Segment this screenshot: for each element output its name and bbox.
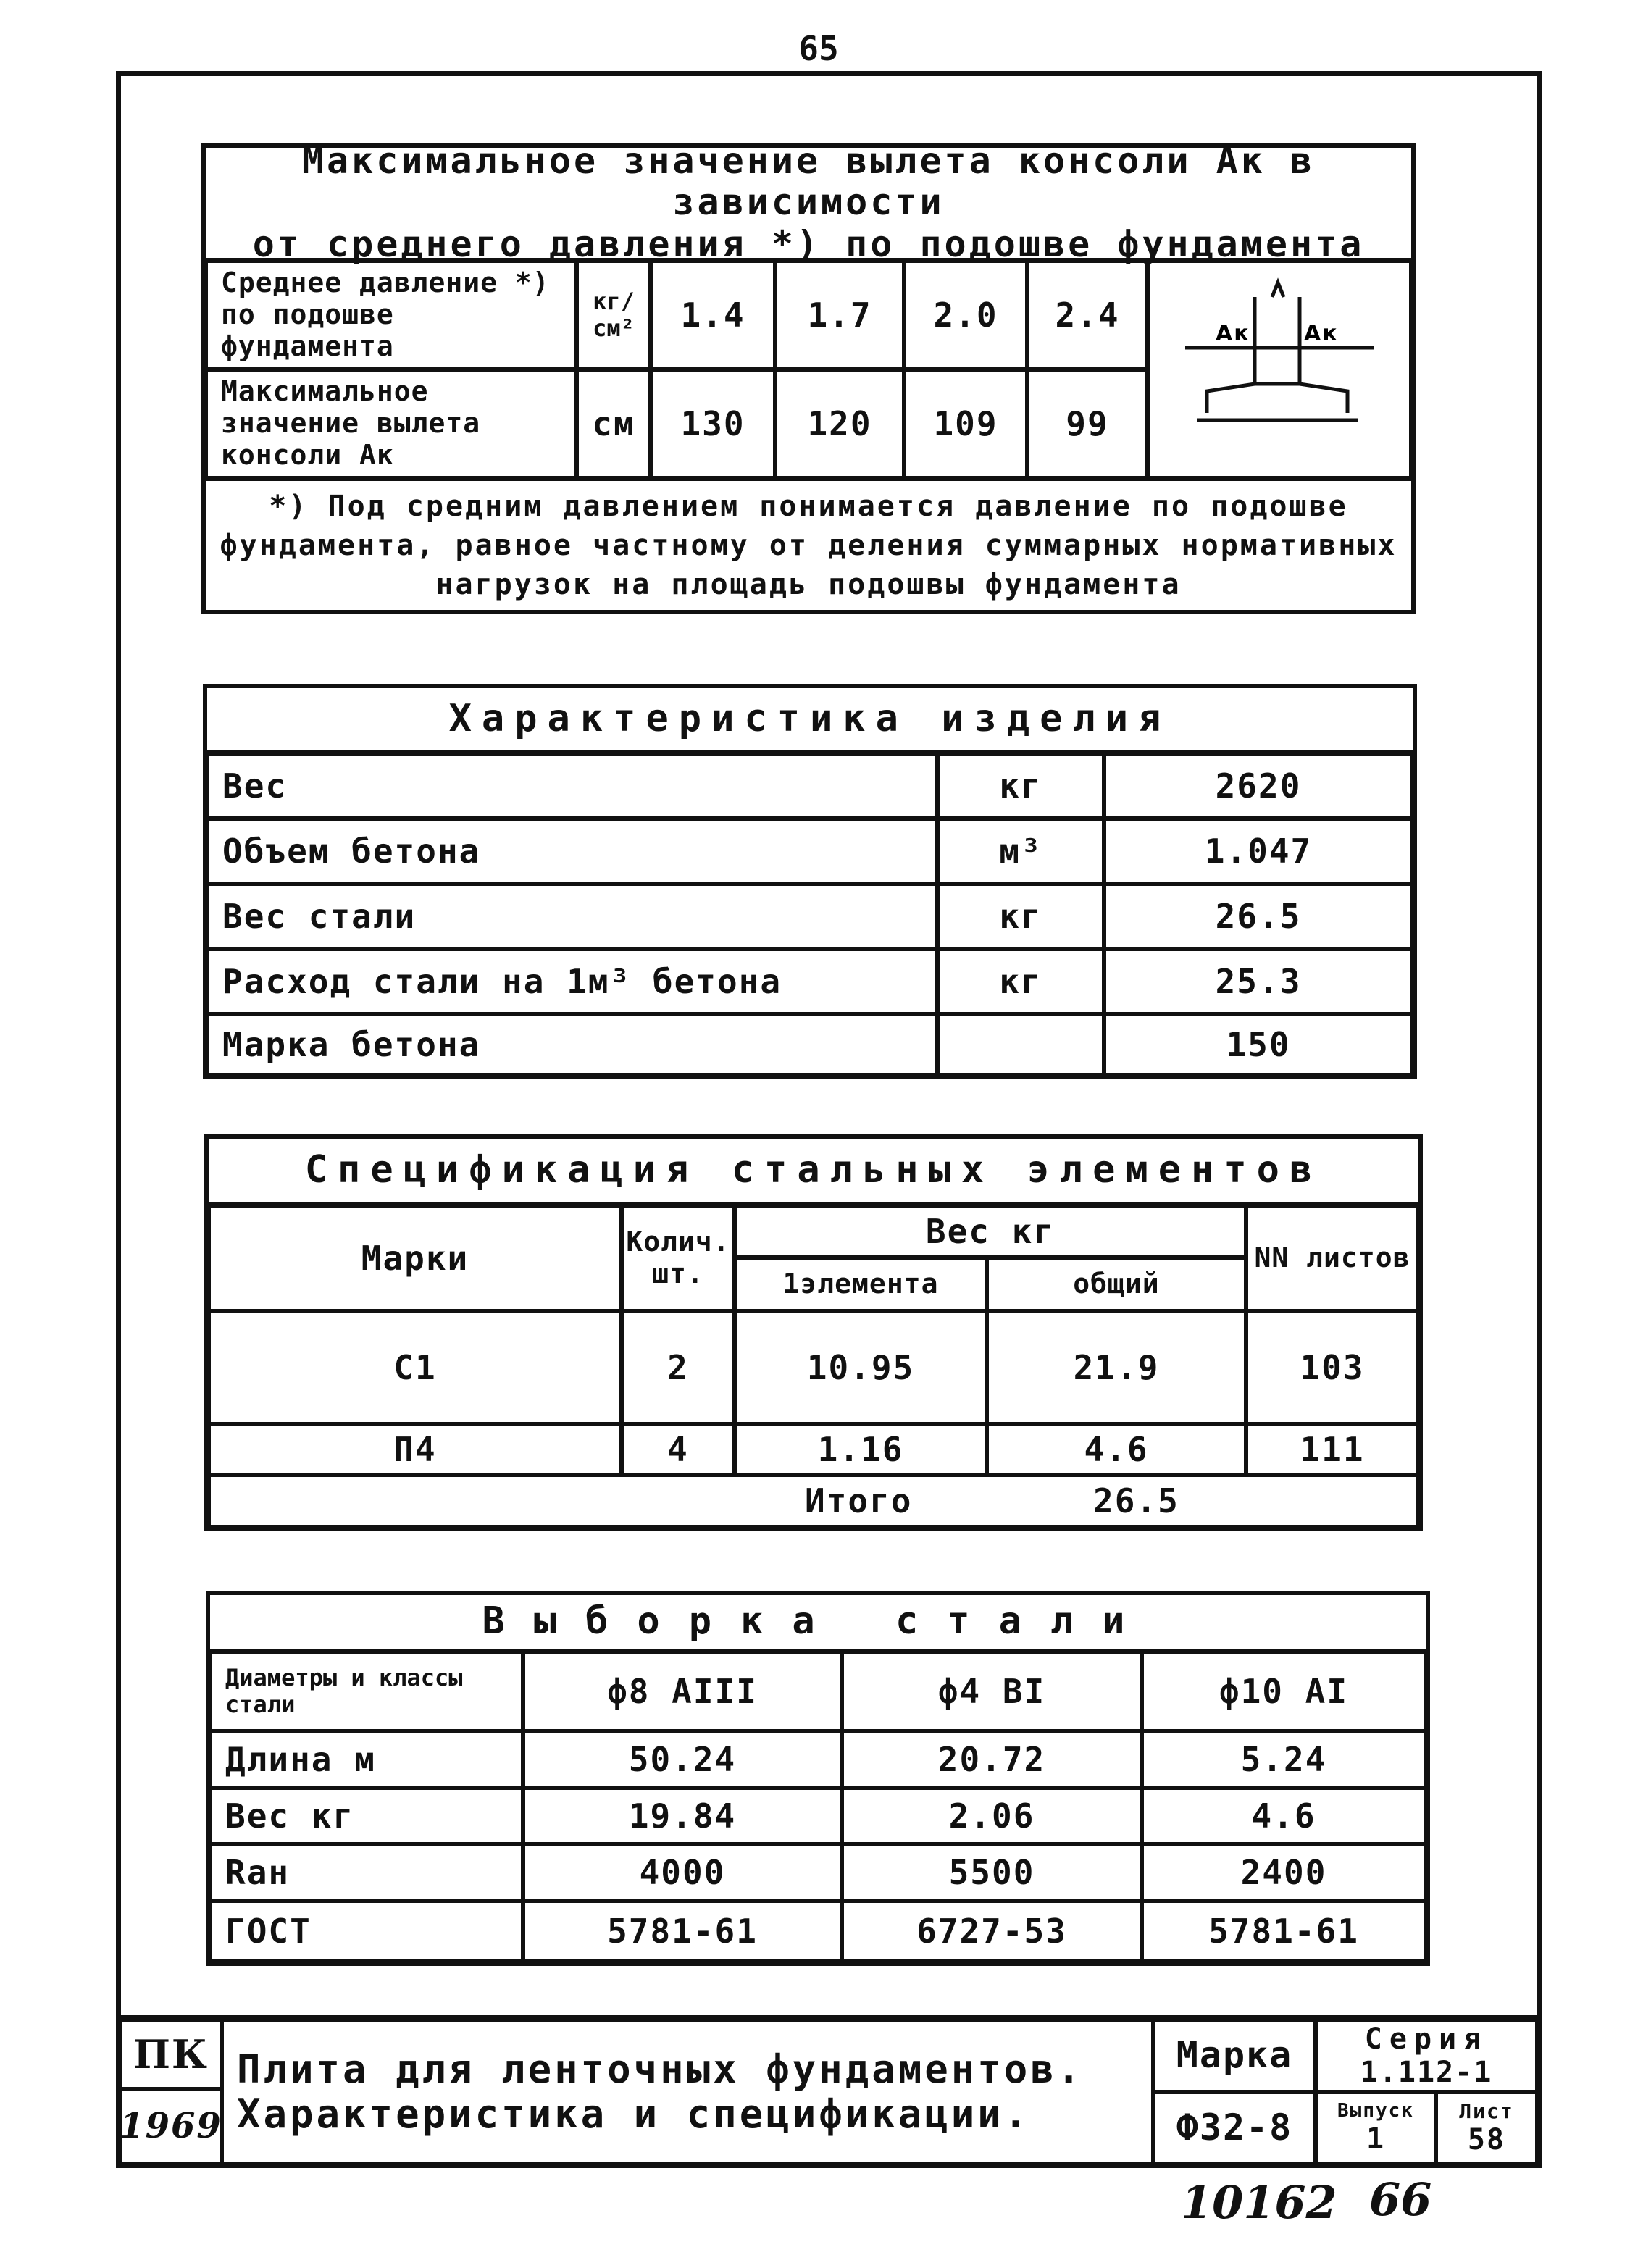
console-length-label: Максимальное значение вылета консоли Ак — [206, 369, 577, 478]
console-table-title-line2: от среднего давления *) по подошве фундамента — [252, 222, 1365, 265]
stamp-year: 1969 — [120, 2089, 222, 2164]
pressure-unit: кг/см² — [577, 261, 651, 369]
selection-label-ra: Raн — [210, 1844, 523, 1901]
spec-header-qty — [622, 1205, 735, 1311]
spec-header-sheets: NN листов — [1246, 1205, 1418, 1311]
spec-header-weight: Вес кг — [735, 1205, 1246, 1258]
spec-one-c1: 10.95 — [735, 1311, 987, 1424]
stamp-mark-label: Марка — [1153, 2020, 1316, 2092]
spec-total-c1: 21.9 — [987, 1311, 1246, 1424]
pressure-value-2: 1.7 — [775, 261, 904, 369]
char-name-concrete-grade: Марка бетона — [207, 1014, 937, 1075]
selection-weight-2: 2.06 — [842, 1788, 1142, 1844]
pressure-value-4: 2.4 — [1027, 261, 1148, 369]
spec-qty-c1: 2 — [622, 1311, 735, 1424]
stamp-sheet — [1436, 2092, 1537, 2164]
selection-ra-3: 2400 — [1142, 1844, 1426, 1901]
spec-mark-p4: П4 — [209, 1424, 622, 1475]
stamp-series-value: 1.112-1 — [1360, 2056, 1493, 2089]
console-length-value-2: 120 — [775, 369, 904, 478]
stamp-issue-value: 1 — [1366, 2122, 1386, 2156]
stamp-sheet-value: 58 — [1467, 2123, 1506, 2157]
char-unit-concrete-grade — [937, 1014, 1104, 1075]
char-unit-concrete-volume: м³ — [937, 819, 1104, 884]
char-name-steel-weight: Вес стали — [207, 884, 937, 949]
spec-mark-c1: С1 — [209, 1311, 622, 1424]
spec-sheet-p4: 111 — [1246, 1424, 1418, 1475]
char-unit-weight: кг — [937, 753, 1104, 819]
spec-total-value: 26.5 — [1093, 1481, 1179, 1520]
stamp-series — [1316, 2020, 1537, 2092]
stamp-title-line1: Плита для ленточных фундаментов. — [237, 2046, 1084, 2092]
spec-header-qty-unit: шт. — [652, 1258, 704, 1289]
pressure-footnote: *) Под средним давлением понимается давление по подошве фундамента, равное частному от деления суммарных нормативных нагрузок на площадь подошвы фундамента — [206, 478, 1411, 610]
selection-gost-1: 5781-61 — [523, 1901, 842, 1962]
spec-header-qty-label: Колич. — [626, 1226, 730, 1258]
pressure-value-3: 2.0 — [904, 261, 1027, 369]
stamp-issue — [1316, 2092, 1436, 2164]
char-name-steel-consumption: Расход стали на 1м³ бетона — [207, 949, 937, 1014]
char-name-concrete-volume: Объем бетона — [207, 819, 937, 884]
selection-gost-2: 6727-53 — [842, 1901, 1142, 1962]
stamp-mark-value: Ф32-8 — [1153, 2092, 1316, 2164]
console-table-title — [206, 139, 1411, 265]
char-value-steel-consumption: 25.3 — [1104, 949, 1413, 1014]
spec-header-total: общий — [987, 1258, 1246, 1311]
selection-ra-1: 4000 — [523, 1844, 842, 1901]
product-characteristics-title: Характеристика изделия — [207, 688, 1413, 753]
selection-length-2: 20.72 — [842, 1731, 1142, 1788]
selection-weight-1: 19.84 — [523, 1788, 842, 1844]
char-name-weight: Вес — [207, 753, 937, 819]
console-sketch-label-left: Ак — [1216, 321, 1250, 346]
char-value-steel-weight: 26.5 — [1104, 884, 1413, 949]
stamp-title-line2: Характеристика и спецификации. — [237, 2091, 1031, 2137]
console-table-title-line1: Максимальное значение вылета консоли Ак в зависимости — [301, 139, 1316, 224]
selection-label-weight: Вес кг — [210, 1788, 523, 1844]
stamp-sheet-label: Лист — [1459, 2098, 1514, 2123]
char-value-concrete-grade: 150 — [1104, 1014, 1413, 1075]
stamp-title — [222, 2020, 1153, 2164]
pressure-label: Среднее давление *) по подошве фундамента — [206, 261, 577, 369]
foundation-sketch — [1148, 261, 1411, 478]
console-length-value-4: 99 — [1027, 369, 1148, 478]
spec-qty-p4: 4 — [622, 1424, 735, 1475]
stamp-issue-label: Выпуск — [1337, 2100, 1414, 2122]
selection-label-length: Длина м — [210, 1731, 523, 1788]
selection-length-1: 50.24 — [523, 1731, 842, 1788]
selection-label-gost: ГОСТ — [210, 1901, 523, 1962]
pressure-value-1: 1.4 — [651, 261, 775, 369]
stamp-org: ПК — [120, 2020, 222, 2089]
char-unit-steel-consumption: кг — [937, 949, 1104, 1014]
selection-length-3: 5.24 — [1142, 1731, 1426, 1788]
char-value-weight: 2620 — [1104, 753, 1413, 819]
selection-col-1: ф8 АIII — [523, 1652, 842, 1731]
steel-elements-spec-title: Спецификация стальных элементов — [209, 1139, 1418, 1205]
spec-header-one-element: 1элемента — [735, 1258, 987, 1311]
console-sketch-label-right: Ак — [1304, 321, 1339, 346]
selection-weight-3: 4.6 — [1142, 1788, 1426, 1844]
selection-ra-2: 5500 — [842, 1844, 1142, 1901]
console-length-unit: см — [577, 369, 651, 478]
foundation-section-drawing — [1156, 268, 1403, 471]
spec-one-p4: 1.16 — [735, 1424, 987, 1475]
spec-sheet-c1: 103 — [1246, 1311, 1418, 1424]
char-value-concrete-volume: 1.047 — [1104, 819, 1413, 884]
spec-header-marks: Марки — [209, 1205, 622, 1311]
steel-selection-title: Выборка стали — [210, 1595, 1426, 1652]
spec-total-label: Итого — [805, 1481, 913, 1520]
selection-col-2: ф4 ВI — [842, 1652, 1142, 1731]
footer-page: 66 — [1369, 2173, 1432, 2226]
spec-total-p4: 4.6 — [987, 1424, 1246, 1475]
console-length-value-1: 130 — [651, 369, 775, 478]
selection-header-label: Диаметры и классы стали — [210, 1652, 523, 1731]
stamp-series-label: Серия — [1364, 2022, 1489, 2056]
page-number: 65 — [798, 29, 839, 68]
selection-col-3: ф10 АI — [1142, 1652, 1426, 1731]
console-length-value-3: 109 — [904, 369, 1027, 478]
footer-code: 10162 — [1181, 2176, 1337, 2229]
spec-total-row — [209, 1475, 1418, 1527]
selection-gost-3: 5781-61 — [1142, 1901, 1426, 1962]
char-unit-steel-weight: кг — [937, 884, 1104, 949]
